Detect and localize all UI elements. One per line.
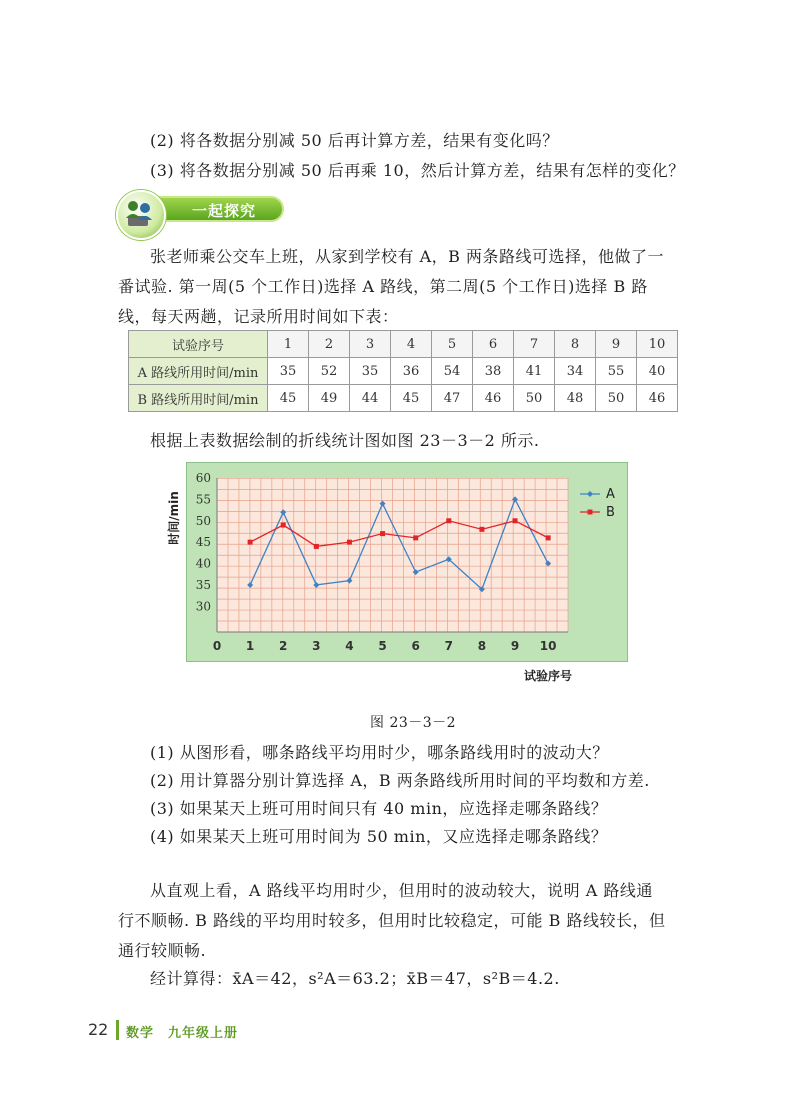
conclusion-line-3: 通行较顺畅. [118,941,207,960]
table-cell: 50 [596,385,637,412]
y-tick-label: 55 [195,492,211,507]
y-tick-label: 35 [195,577,211,592]
calculation-result: 经计算得：x̄A＝42，s²A＝63.2；x̄B＝47，s²B＝4.2. [150,969,560,988]
table-cell: 34 [555,358,596,385]
intro-line-3: 线，每天两趟，记录所用时间如下表： [118,307,399,326]
people-icon [116,190,166,240]
x-tick-label: 3 [312,639,321,653]
table-cell: 9 [596,331,637,358]
x-tick-label: 8 [477,639,487,653]
table-cell: 47 [432,385,473,412]
table-cell: 41 [514,358,555,385]
table-cell: 5 [432,331,473,358]
table-cell: 46 [637,385,678,412]
data-table [128,330,678,412]
table-row-label: A 路线所用时间/min [129,358,268,385]
conclusion-line-1: 从直观上看，A 路线平均用时少，但用时的波动较大，说明 A 路线通 [150,881,653,900]
intro-line-2: 番试验. 第一周(5 个工作日)选择 A 路线，第二周(5 个工作日)选择 B 路 [118,277,648,296]
table-header-row [129,331,678,358]
table-cell: 3 [350,331,391,358]
table-cell: 45 [391,385,432,412]
badge-label: 一起探究 [192,202,257,220]
y-axis-label: 时间/min [167,491,181,545]
question-2: (2) 用计算器分别计算选择 A，B 两条路线所用时间的平均数和方差. [150,771,650,790]
table-cell: 8 [555,331,596,358]
question-2-top: (2) 将各数据分别减 50 后再计算方差，结果有变化吗？ [150,131,559,150]
table-cell: 52 [309,358,350,385]
x-tick-label: 6 [411,639,420,653]
table-cell: 46 [473,385,514,412]
question-4: (4) 如果某天上班可用时间为 50 min，又应选择走哪条路线？ [150,827,608,846]
table-cell: 48 [555,385,596,412]
y-tick-label: 45 [195,535,211,550]
table-cell: 50 [514,385,555,412]
chart-frame [186,462,628,662]
table-cell: 10 [637,331,678,358]
table-row-a [129,358,678,385]
table-cell: 44 [350,385,391,412]
table-cell: 2 [309,331,350,358]
table-cell: 49 [309,385,350,412]
question-3-top: (3) 将各数据分别减 50 后再乘 10，然后计算方差，结果有怎样的变化？ [150,161,685,180]
x-tick-label: 1 [245,639,255,653]
chart-intro: 根据上表数据绘制的折线统计图如图 23－3－2 所示. [150,431,540,450]
table-cell: 36 [391,358,432,385]
x-tick-label: 10 [539,639,557,653]
figure-caption: 图 23－3－2 [370,715,457,731]
table-cell: 6 [473,331,514,358]
y-tick-label: 50 [195,513,211,528]
intro-line-1: 张老师乘公交车上班，从家到学校有 A，B 两条路线可选择，他做了一 [150,247,664,266]
conclusion-line-2: 行不顺畅. B 路线的平均用时较多，但用时比较稳定，可能 B 路线较长，但 [118,911,666,930]
table-cell: 7 [514,331,555,358]
footer-divider [116,1020,119,1040]
section-badge [116,190,284,228]
table-cell: 40 [637,358,678,385]
book-title: 数学 九年级上册 [126,1026,239,1041]
x-axis-label: 试验序号 [523,669,573,683]
table-cell: 35 [350,358,391,385]
table-row-label: B 路线所用时间/min [129,385,268,412]
x-tick-label: 7 [444,639,453,653]
x-tick-label: 0 [212,639,222,653]
y-tick-label: 60 [195,471,211,485]
table-cell: 4 [391,331,432,358]
y-tick-label: 30 [195,599,211,614]
table-cell: 38 [473,358,514,385]
table-header-label: 试验序号 [129,331,268,358]
table-cell: 45 [268,385,309,412]
y-tick-label: 40 [195,556,211,571]
table-cell: 54 [432,358,473,385]
x-tick-label: 2 [279,639,288,653]
table-row-b [129,385,678,412]
table-cell: 1 [268,331,309,358]
legend-label-b: B [606,505,615,520]
x-tick-label: 9 [510,639,520,653]
table-cell: 55 [596,358,637,385]
question-1: (1) 从图形看，哪条路线平均用时少，哪条路线用时的波动大？ [150,743,609,762]
x-tick-label: 4 [345,639,354,653]
legend-label-a: A [606,487,615,502]
question-3: (3) 如果某天上班可用时间只有 40 min，应选择走哪条路线？ [150,799,608,818]
table-cell: 35 [268,358,309,385]
x-tick-label: 5 [378,639,387,653]
page-number: 22 [88,1020,109,1039]
